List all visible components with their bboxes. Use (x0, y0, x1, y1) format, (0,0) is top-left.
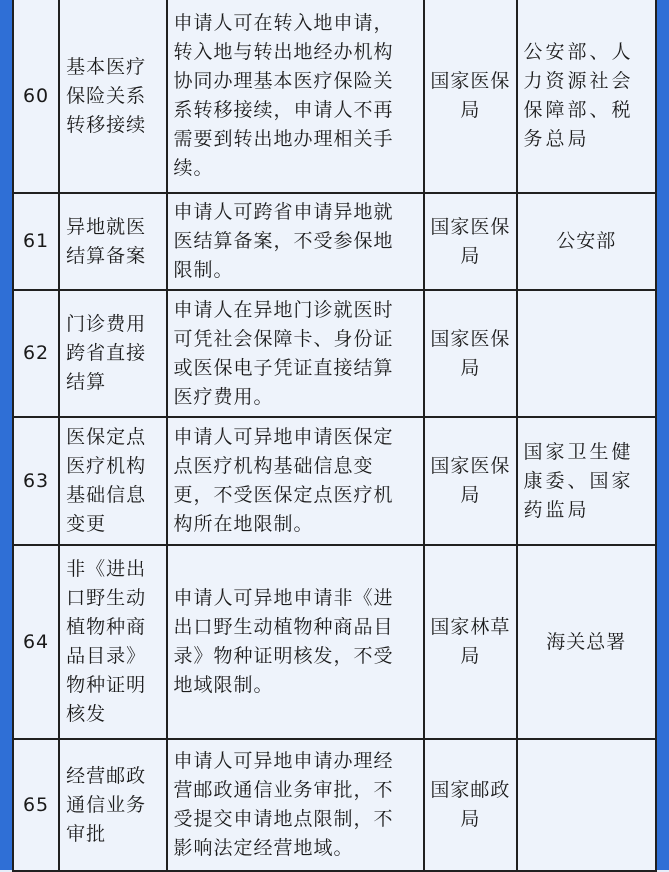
cooperating-departments: 国家卫生健 康委、国家 药监局 (517, 417, 656, 545)
item-name: 非《进出 口野生动 植物种商 品目录》 物种证明 核发 (59, 545, 167, 739)
table-row (13, 193, 656, 290)
responsible-department: 国家医保 局 (424, 417, 516, 545)
cooperating-departments (517, 290, 656, 417)
row-number: 64 (13, 545, 59, 739)
row-number: 60 (13, 0, 59, 193)
left-border-bar (0, 0, 12, 870)
item-name: 医保定点 医疗机构 基础信息 变更 (59, 417, 167, 545)
row-number: 63 (13, 417, 59, 545)
responsible-department: 国家邮政 局 (424, 739, 516, 871)
item-name: 基本医疗 保险关系 转移接续 (59, 0, 167, 193)
row-number: 65 (13, 739, 59, 871)
right-border-bar (657, 0, 669, 870)
cooperating-departments (517, 739, 656, 871)
cooperating-departments: 公安部 (517, 193, 656, 290)
item-description: 申请人可跨省申请异地就 医结算备案，不受参保地 限制。 (167, 193, 424, 290)
table-row (13, 739, 656, 871)
cooperating-departments: 海关总署 (517, 545, 656, 739)
table-row (13, 290, 656, 417)
item-description: 申请人可异地申请办理经 营邮政通信业务审批，不 受提交申请地点限制，不 影响法定经营地域。 (167, 739, 424, 871)
responsible-department: 国家医保 局 (424, 0, 516, 193)
item-name: 异地就医 结算备案 (59, 193, 167, 290)
item-description: 申请人可异地申请非《进 出口野生动植物种商品目 录》物种证明核发，不受 地域限制。 (167, 545, 424, 739)
item-description: 申请人在异地门诊就医时 可凭社会保障卡、身份证 或医保电子凭证直接结算 医疗费用。 (167, 290, 424, 417)
row-number: 61 (13, 193, 59, 290)
cooperating-departments: 公安部、人 力资源社会 保障部、税 务总局 (517, 0, 656, 193)
item-description: 申请人可异地申请医保定 点医疗机构基础信息变 更，不受医保定点医疗机 构所在地限制。 (167, 417, 424, 545)
policy-table (12, 0, 657, 872)
table-row (13, 417, 656, 545)
responsible-department: 国家医保 局 (424, 193, 516, 290)
row-number: 62 (13, 290, 59, 417)
responsible-department: 国家林草 局 (424, 545, 516, 739)
item-name: 门诊费用 跨省直接 结算 (59, 290, 167, 417)
table-row (13, 0, 656, 193)
table-row (13, 545, 656, 739)
item-description: 申请人可在转入地申请， 转入地与转出地经办机构 协同办理基本医疗保险关 系转移接续，申请人不再 需要到转出地办理相关手 续。 (167, 0, 424, 193)
item-name: 经营邮政 通信业务 审批 (59, 739, 167, 871)
responsible-department: 国家医保 局 (424, 290, 516, 417)
